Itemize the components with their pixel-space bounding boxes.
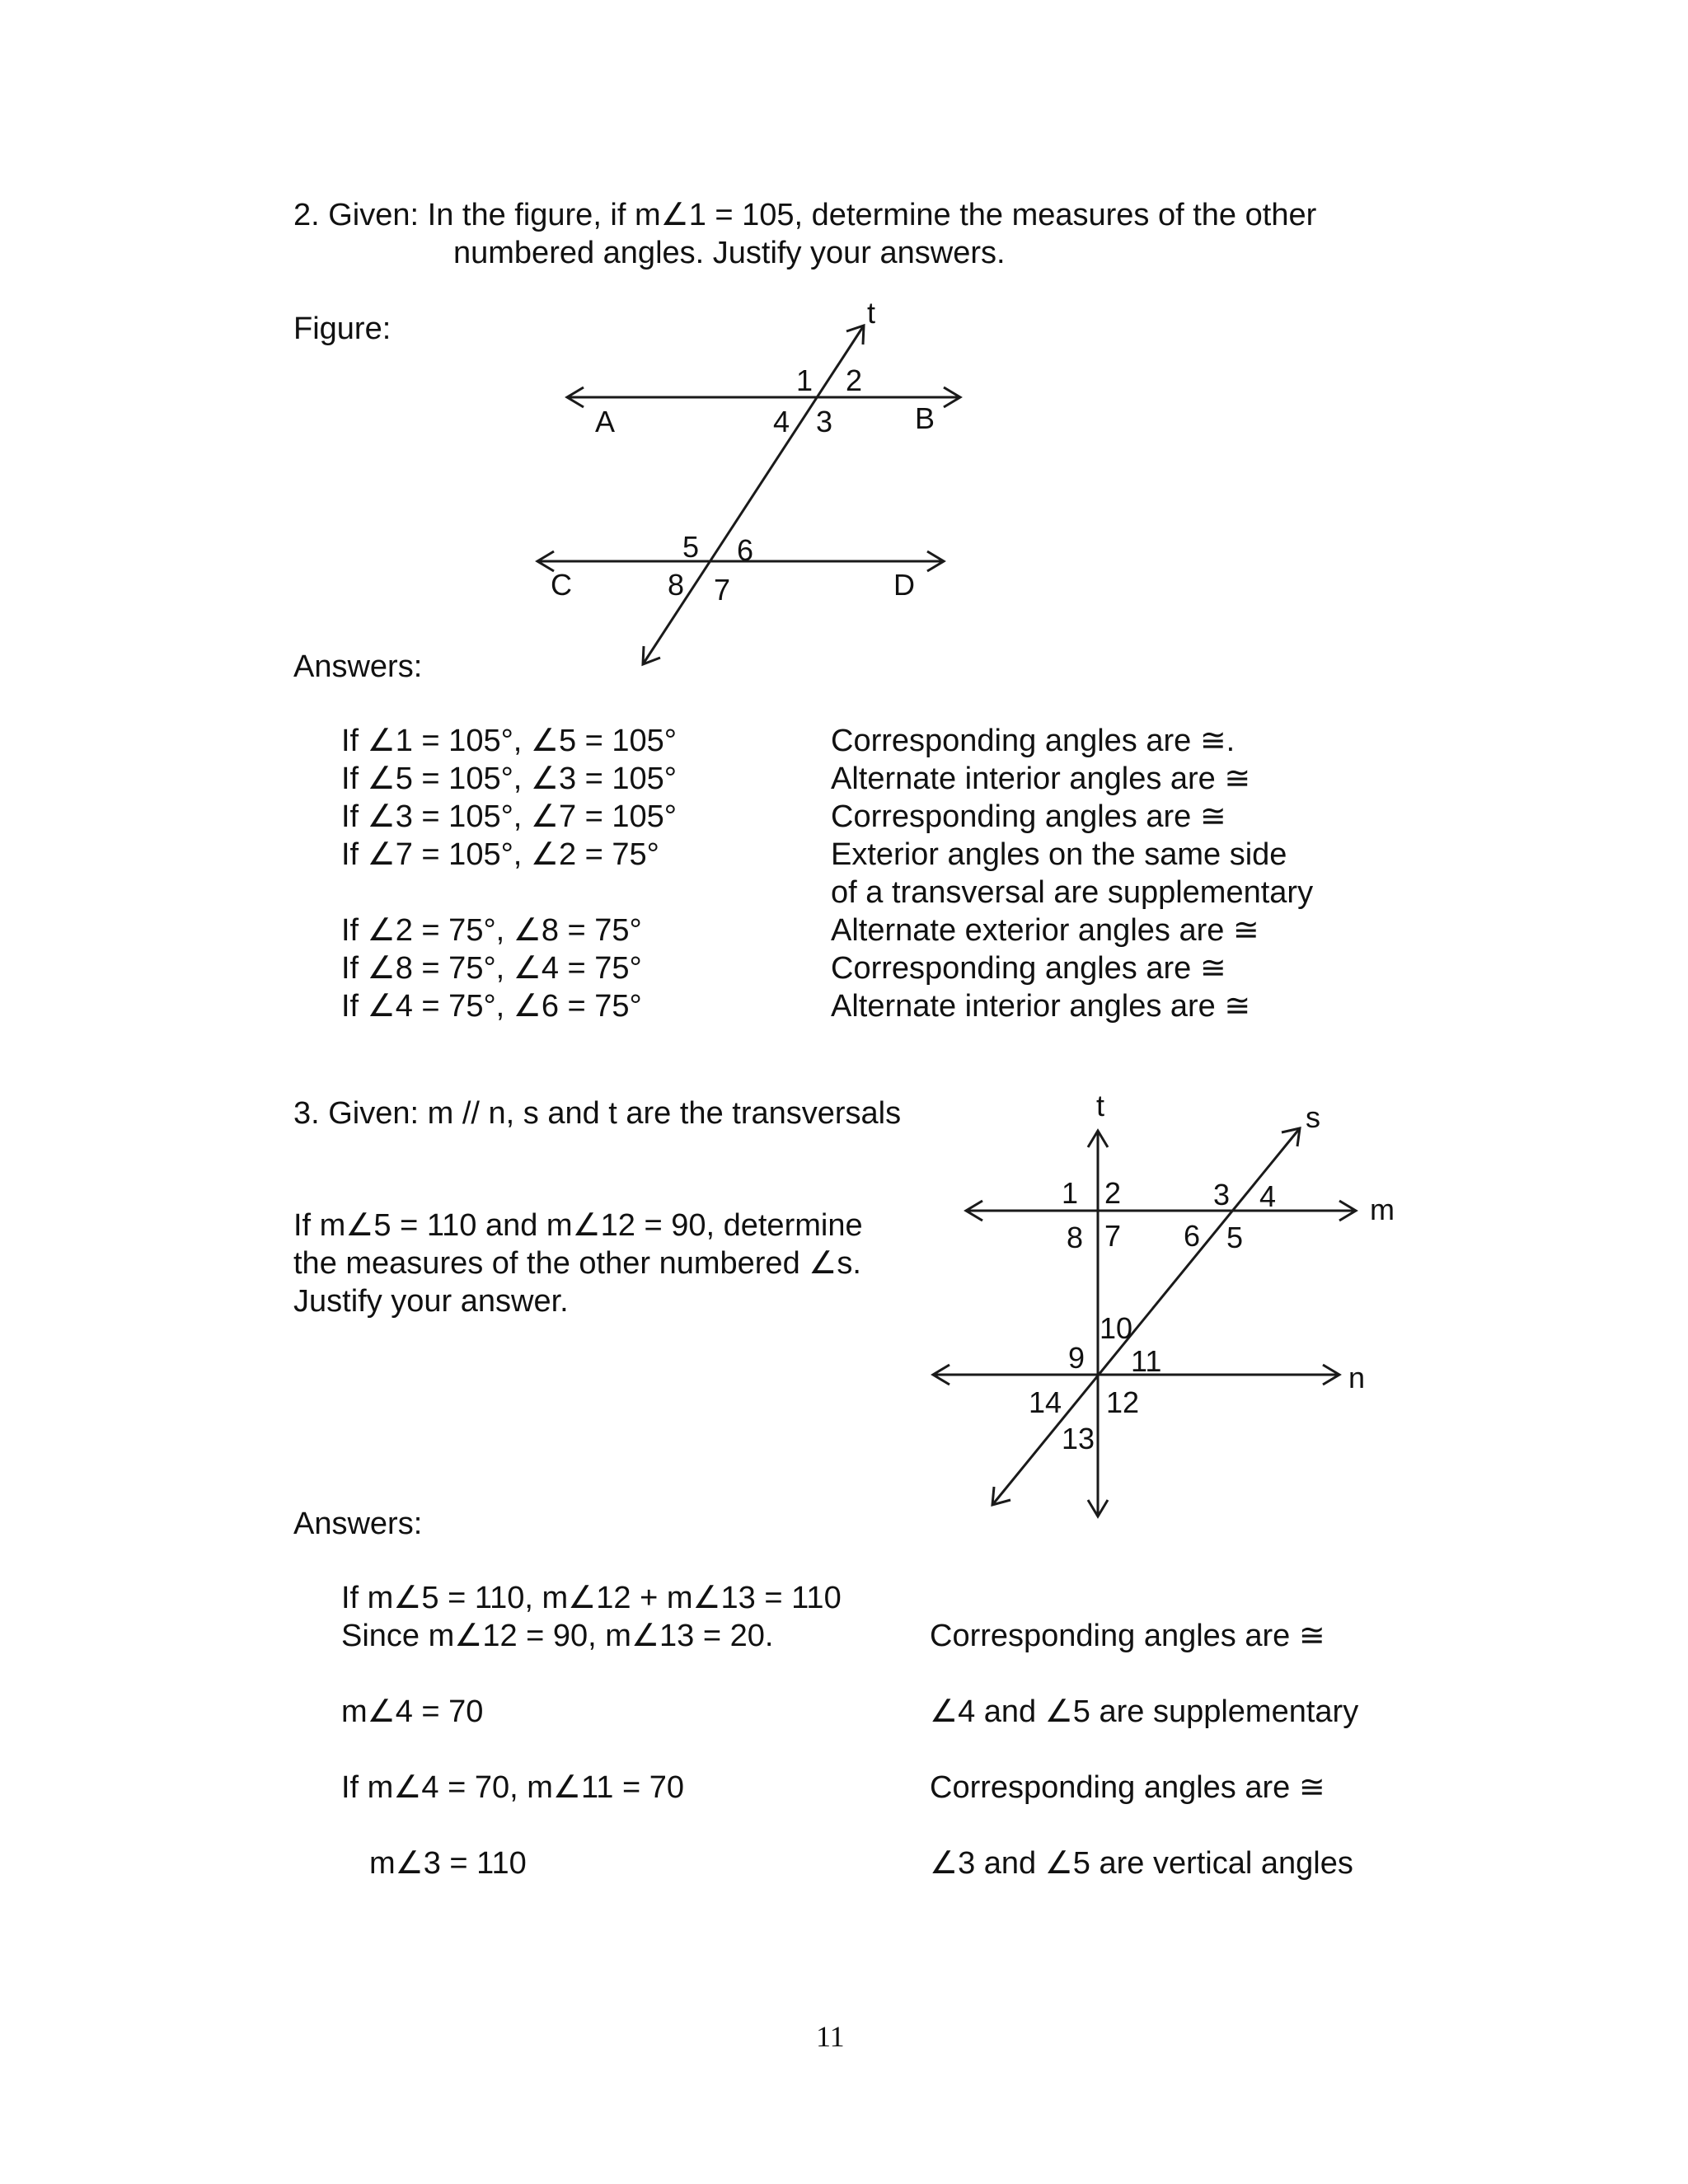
step-3-statement: m∠4 = 70 <box>341 1694 484 1729</box>
angle-label-6: 6 <box>1184 1219 1201 1253</box>
answers-label-2: Answers: <box>293 1507 423 1541</box>
point-label-a: A <box>595 405 616 438</box>
reason-row-2: Alternate interior angles are ≅ <box>831 762 1251 796</box>
reason-row-4-continued: of a transversal are supplementary <box>831 875 1314 910</box>
reason-row-1: Corresponding angles are ≅. <box>831 724 1236 758</box>
problem-3-prompt-line-3: Justify your answer. <box>293 1284 569 1319</box>
angle-label-5: 5 <box>682 530 700 564</box>
problem-2-given-line-2: numbered angles. Justify your answers. <box>453 236 1006 270</box>
step-2-statement: Since m∠12 = 90, m∠13 = 20. <box>341 1619 774 1653</box>
transversal-s <box>992 1128 1300 1505</box>
statement-row-2: If ∠5 = 105°, ∠3 = 105° <box>341 762 677 796</box>
step-3-reason: ∠4 and ∠5 are supplementary <box>930 1694 1359 1729</box>
angle-label-1: 1 <box>1062 1176 1079 1210</box>
angle-label-13: 13 <box>1062 1422 1095 1455</box>
angle-label-3: 3 <box>1213 1178 1231 1212</box>
angle-label-3: 3 <box>816 405 833 438</box>
angle-label-7: 7 <box>1104 1219 1122 1253</box>
angle-label-6: 6 <box>737 533 754 567</box>
step-5-reason: ∠3 and ∠5 are vertical angles <box>930 1846 1353 1881</box>
point-label-c: C <box>551 568 572 602</box>
angle-label-5: 5 <box>1226 1221 1244 1254</box>
statement-row-1: If ∠1 = 105°, ∠5 = 105° <box>341 724 677 758</box>
reason-row-3: Corresponding angles are ≅ <box>831 799 1226 834</box>
statement-row-4: If ∠7 = 105°, ∠2 = 75° <box>341 837 659 872</box>
angle-label-9: 9 <box>1068 1341 1085 1375</box>
angle-label-8: 8 <box>668 568 685 602</box>
label-t: t <box>1096 1089 1105 1122</box>
statement-row-6: If ∠8 = 75°, ∠4 = 75° <box>341 951 642 986</box>
angle-label-11: 11 <box>1131 1344 1162 1378</box>
step-4-statement: If m∠4 = 70, m∠11 = 70 <box>341 1770 684 1805</box>
point-label-b: B <box>915 401 935 435</box>
label-t: t <box>867 296 876 330</box>
reason-row-7: Alternate interior angles are ≅ <box>831 989 1251 1024</box>
step-5-statement: m∠3 = 110 <box>369 1846 527 1881</box>
angle-label-7: 7 <box>714 573 731 607</box>
angle-label-1: 1 <box>796 363 814 397</box>
figure-label: Figure: <box>293 312 392 346</box>
problem-3-prompt-line-1: If m∠5 = 110 and m∠12 = 90, determine <box>293 1208 863 1243</box>
reason-row-4: Exterior angles on the same side <box>831 837 1287 872</box>
angle-label-2: 2 <box>1104 1176 1122 1210</box>
step-1-statement: If m∠5 = 110, m∠12 + m∠13 = 110 <box>341 1581 842 1615</box>
statement-row-3: If ∠3 = 105°, ∠7 = 105° <box>341 799 677 834</box>
label-m: m <box>1370 1193 1395 1226</box>
angle-label-12: 12 <box>1106 1385 1140 1419</box>
step-2-reason: Corresponding angles are ≅ <box>930 1619 1325 1653</box>
angle-label-2: 2 <box>846 363 863 397</box>
answers-label-1: Answers: <box>293 649 423 684</box>
angle-label-4: 4 <box>773 405 790 438</box>
label-n: n <box>1348 1361 1366 1394</box>
page-number: 11 <box>816 2020 845 2053</box>
step-4-reason: Corresponding angles are ≅ <box>930 1770 1325 1805</box>
angle-label-8: 8 <box>1067 1221 1084 1254</box>
statement-row-5: If ∠2 = 75°, ∠8 = 75° <box>341 913 642 948</box>
angle-label-14: 14 <box>1029 1385 1062 1419</box>
label-s: s <box>1306 1100 1320 1134</box>
problem-3-prompt-line-2: the measures of the other numbered ∠s. <box>293 1246 861 1281</box>
problem-3-given: 3. Given: m // n, s and t are the transversals <box>293 1096 902 1131</box>
angle-label-10: 10 <box>1100 1311 1133 1345</box>
angle-label-4: 4 <box>1259 1179 1277 1213</box>
reason-row-6: Corresponding angles are ≅ <box>831 951 1226 986</box>
reason-row-5: Alternate exterior angles are ≅ <box>831 913 1259 948</box>
statement-row-7: If ∠4 = 75°, ∠6 = 75° <box>341 989 642 1024</box>
point-label-d: D <box>893 568 915 602</box>
problem-2-given-line-1: 2. Given: In the figure, if m∠1 = 105, determine the measures of the other <box>293 198 1317 232</box>
